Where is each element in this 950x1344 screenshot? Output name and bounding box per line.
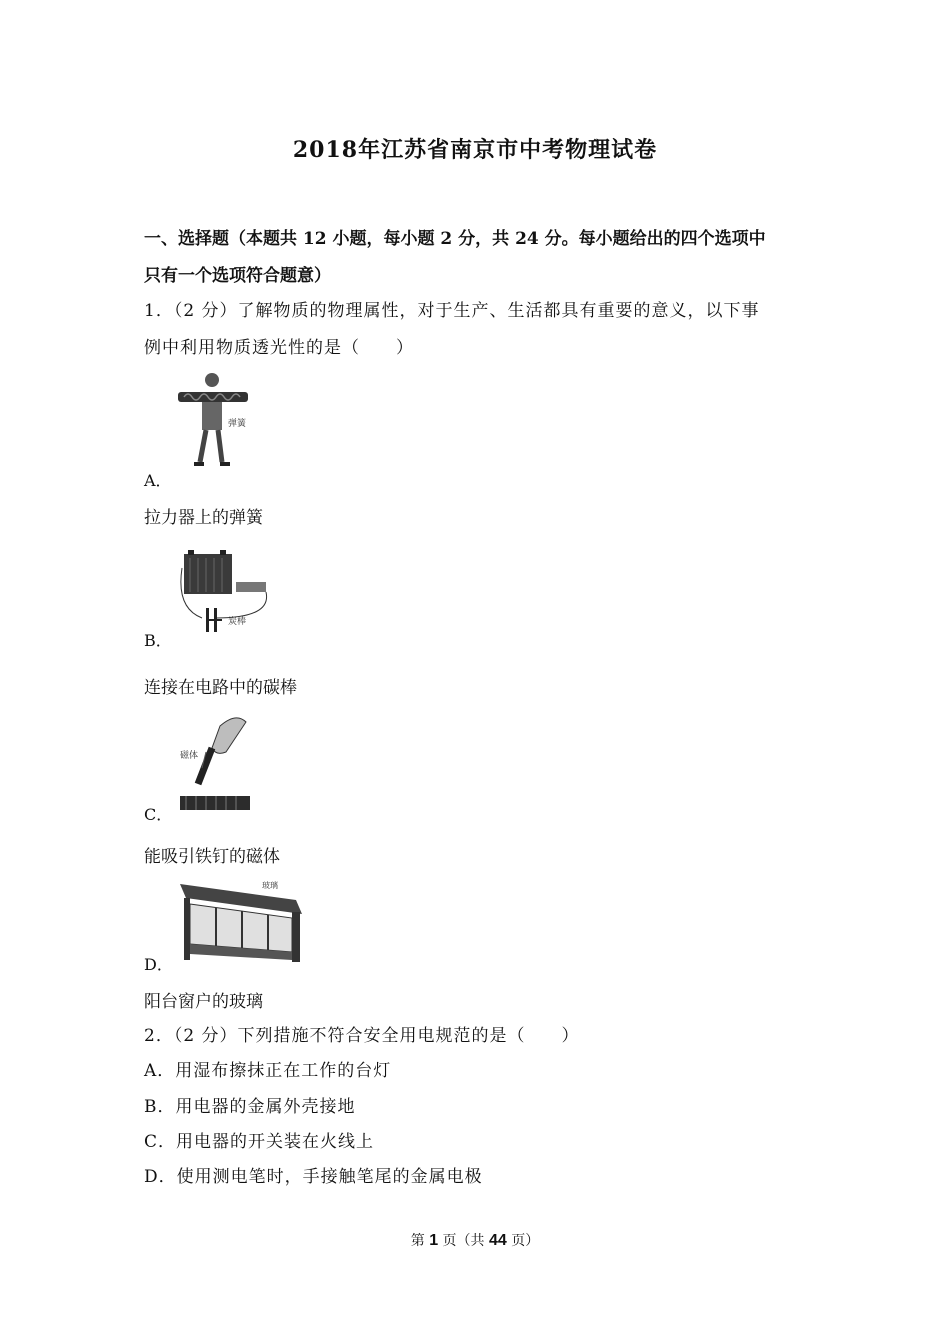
figure-magnet — [176, 712, 256, 812]
q1-option-a-letter: A． — [144, 471, 172, 490]
q2-stem: 2．（2 分）下列措施不符合安全用电规范的是（ ） — [144, 1026, 580, 1046]
figure-label-magnet: 磁体 — [180, 751, 199, 761]
section-heading-line2: 只有一个选项符合题意） — [144, 266, 331, 286]
figure-spring-exerciser — [176, 370, 256, 470]
q2-option-a: A．用湿布擦抹正在工作的台灯 — [144, 1061, 392, 1081]
q1-option-d-letter: D． — [144, 955, 173, 974]
footer-middle: 页（共 — [438, 1233, 489, 1249]
page-title: 2018年江苏省南京市中考物理试卷 — [292, 137, 658, 163]
section-heading-line1: 一、选择题（本题共 12 小题，每小题 2 分，共 24 分。每小题给出的四个选项中 — [144, 229, 766, 249]
q1-option-a-caption: 拉力器上的弹簧 — [144, 508, 263, 528]
figure-balcony-window — [176, 874, 306, 966]
figure-carbon-rod-circuit — [176, 548, 276, 640]
q1-option-d-caption: 阳台窗户的玻璃 — [144, 992, 263, 1012]
q1-option-b-caption: 连接在电路中的碳棒 — [144, 678, 297, 698]
page-footer — [0, 1230, 950, 1250]
figure-label-spring: 弹簧 — [228, 419, 247, 429]
q1-option-c-caption: 能吸引铁钉的磁体 — [144, 847, 280, 867]
figure-label-glass: 玻璃 — [262, 881, 278, 890]
footer-suffix: 页） — [506, 1233, 540, 1249]
footer-page-number: 1 — [429, 1232, 439, 1249]
figure-label-carbon-rod: 炭棒 — [228, 617, 247, 627]
q1-stem-line1: 1．（2 分）了解物质的物理属性，对于生产、生活都具有重要的意义，以下事 — [144, 301, 760, 321]
q1-option-b-letter: B． — [144, 631, 172, 650]
q1-option-c-letter: C． — [144, 805, 173, 824]
footer-prefix: 第 — [410, 1233, 430, 1249]
footer-total-pages: 44 — [489, 1232, 507, 1249]
q2-option-b: B．用电器的金属外壳接地 — [144, 1097, 356, 1117]
q2-option-d: D．使用测电笔时，手接触笔尾的金属电极 — [144, 1167, 483, 1187]
q1-stem-line2: 例中利用物质透光性的是（ ） — [144, 338, 414, 358]
q2-option-c: C．用电器的开关装在火线上 — [144, 1132, 375, 1152]
